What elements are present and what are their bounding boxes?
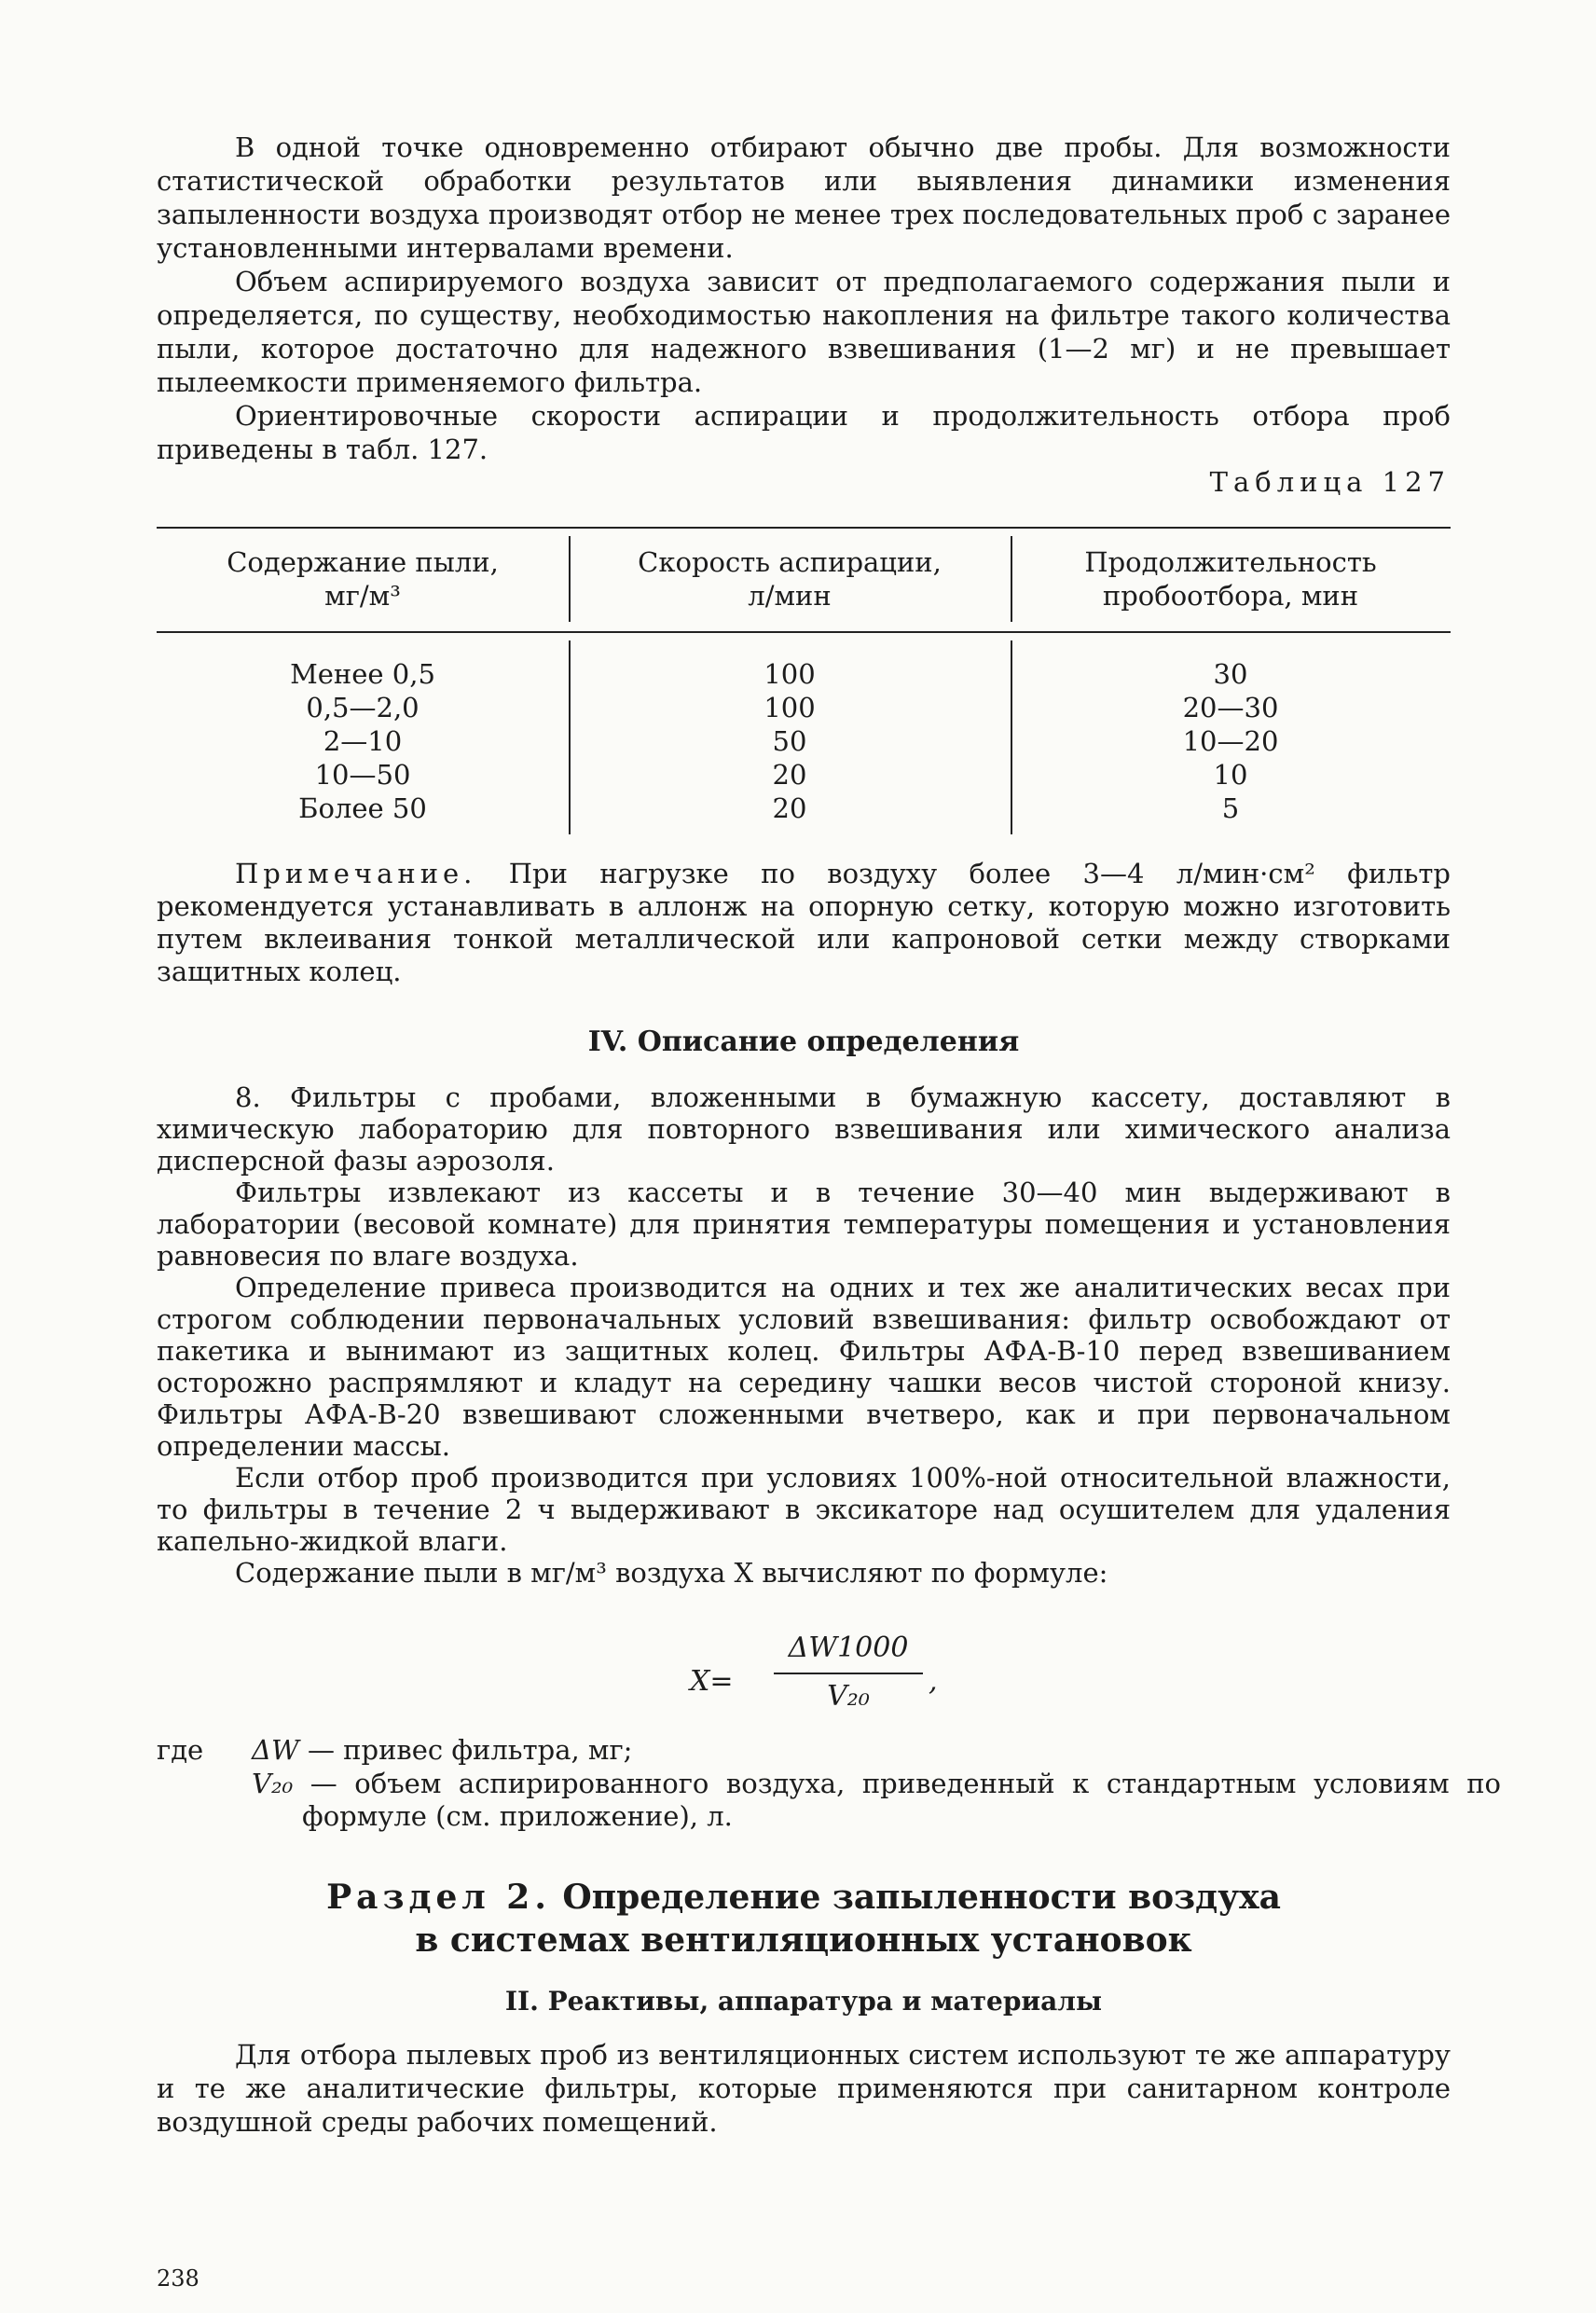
table-cell: 100 <box>764 692 816 723</box>
table-cell: 5 <box>1221 792 1240 824</box>
paragraph: Если отбор проб производится при условиях 100%-ной относительной влажности, то фильтры в течение 2 ч выдерживают в эксикаторе над осушителем для удаления капельно-жидкой влаги. <box>157 1462 1451 1557</box>
part-text <box>157 2038 1451 2139</box>
section-text <box>157 1081 1451 1589</box>
paragraph: Содержание пыли в мг/м³ воздуха X вычисляют по формуле: <box>235 1557 1108 1589</box>
table-header-rule <box>157 631 1451 633</box>
table-cell: 10—50 <box>314 759 411 791</box>
formula-tail: , <box>929 1665 938 1698</box>
where-word: где <box>157 1734 204 1766</box>
formula-denominator: V₂₀ <box>827 1680 870 1713</box>
part-heading <box>157 1876 1451 1962</box>
part-label: Раздел 2. <box>326 1878 551 1917</box>
paragraph: Объем аспирируемого воздуха зависит от предполагаемого содержания пыли и определяется, по существу, необходимостью накопления на фильтре такого количества пыли, которое достаточно для надежного взвешивания (1—2 мг) и не превышает пылеемкости применяемого фильтра. <box>157 266 1451 398</box>
table-header-cell: Скорость аспирации, л/мин <box>638 546 942 612</box>
note-text: При нагрузке по воздуху более 3—4 л/мин·см² фильтр рекомендуется устанавливать в аллонж на опорную сетку, которую можно изготовить путем вклеивания тонкой металлической или капроновой сетки между створками защитных колец. <box>157 858 1452 987</box>
page-number: 238 <box>157 2265 200 2292</box>
definition-item: ΔW — привес фильтра, мг; <box>252 1734 633 1766</box>
table-cell: 20 <box>772 792 807 824</box>
table-column <box>1011 657 1451 825</box>
table-top-rule <box>157 527 1451 529</box>
paragraph: 8. Фильтры с пробами, вложенными в бумажную кассету, доставляют в химическую лабораторию для повторного взвешивания или химического анализа дисперсной фазы аэрозоля. <box>157 1081 1451 1177</box>
table-column <box>157 657 569 825</box>
table-cell: Менее 0,5 <box>290 658 435 690</box>
table-cell: 50 <box>772 725 807 757</box>
table-cell: 10 <box>1213 759 1248 791</box>
paragraph: Для отбора пылевых проб из вентиляционных систем используют те же аппаратуру и те же аналитические фильтры, которые применяются при санитарном контроле воздушной среды рабочих помещений. <box>157 2039 1451 2138</box>
paragraph: Ориентировочные скорости аспирации и продолжительность отбора проб приведены в табл. 127. <box>157 400 1451 465</box>
table-cell: Более 50 <box>298 792 427 824</box>
subsection-heading: II. Реактивы, аппаратура и материалы <box>504 1986 1103 2017</box>
definition-item: V₂₀ — объем аспирированного воздуха, приведенный к стандартным условиям по формуле (см. приложение), л. <box>252 1768 1501 1832</box>
table-header-cell: Содержание пыли, мг/м³ <box>227 546 499 612</box>
intro-text <box>157 131 1451 466</box>
note-label: Примечание. <box>235 858 477 889</box>
table-cell: 30 <box>1213 658 1248 690</box>
table-cell: 2—10 <box>323 725 403 757</box>
table-note <box>157 858 1451 988</box>
formula-numerator: ΔW1000 <box>788 1631 909 1664</box>
formula <box>690 1631 970 1734</box>
table-column <box>569 657 1011 825</box>
part-title-line2: в системах вентиляционных установок <box>415 1921 1192 1960</box>
paragraph: В одной точке одновременно отбирают обычно две пробы. Для возможности статистической обработки результатов или выявления динамики изменения запыленности воздуха производят отбор не менее трех последовательных проб с заранее установленными интервалами времени. <box>157 131 1451 264</box>
table-cell: 10—20 <box>1182 725 1279 757</box>
table-caption: Таблица 127 <box>1209 466 1451 498</box>
paragraph: Фильтры извлекают из кассеты и в течение 30—40 мин выдерживают в лаборатории (весовой комнате) для принятия температуры помещения и установления равновесия по влаге воздуха. <box>157 1177 1451 1272</box>
table-cell: 0,5—2,0 <box>306 692 420 723</box>
table-cell: 100 <box>764 658 816 690</box>
formula-lhs: X= <box>690 1665 734 1698</box>
section-heading: IV. Описание определения <box>587 1026 1020 1058</box>
part-title: Определение запыленности воздуха <box>562 1878 1281 1917</box>
paragraph: Определение привеса производится на одних и тех же аналитических весах при строгом соблюдении первоначальных условий взвешивания: фильтр освобождают от пакетика и вынимают из защитных колец. Фильтры АФА-В-10 перед взвешиванием осторожно распрямляют и кладут на середину чашки весов чистой стороной книзу. Фильтры АФА-В-20 взвешивают сложенными вчетверо, как и при первоначальном определении массы. <box>157 1272 1451 1462</box>
table-cell: 20 <box>772 759 807 791</box>
table-header-cell: Продолжительность пробоотбора, мин <box>1084 546 1377 612</box>
table-cell: 20—30 <box>1182 692 1279 723</box>
fraction-bar <box>774 1673 923 1674</box>
